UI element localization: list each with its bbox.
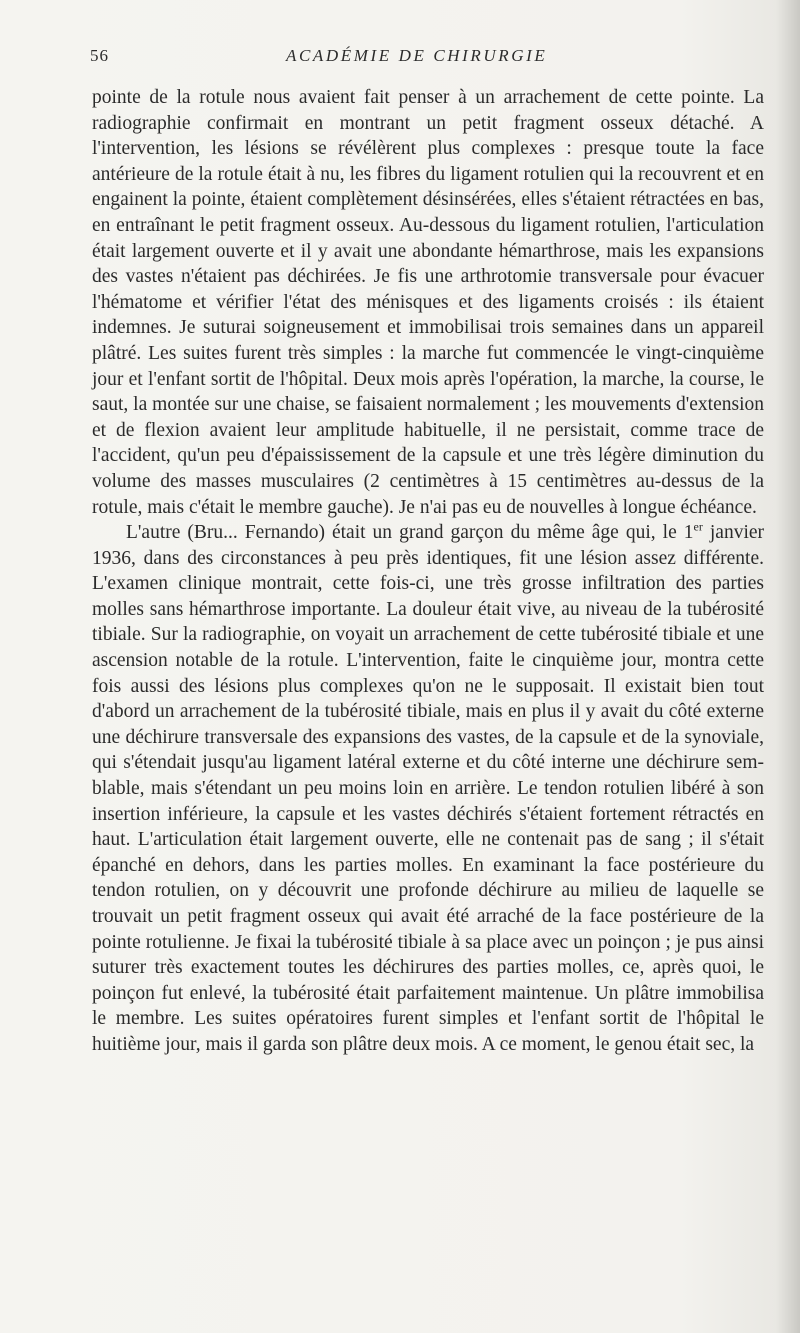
ordinal-superscript: er [693,519,703,534]
journal-title: ACADÉMIE DE CHIRURGIE [286,46,548,65]
body-text [92,85,764,1058]
paragraph-case-bru-fernando: L'autre (Bru... Fernando) était un grand garçon du même âge qui, le 1er janvier 1936, dans des circonstances à peu près identiques, fit une lésion assez différente. L'examen clinique montrait, cette fois-ci, une très grosse infiltration des parties molles sans hémarthrose importante. La douleur était vive, au niveau de la tubérosité tibiale. Sur la radiographie, on voyait un arrachement de cette tubérosité tibiale et une ascension notable de la rotule. L'intervention, faite le cinquième jour, montra cette fois aussi des lésions plus complexes qu'on ne le supposait. Il existait bien tout d'abord un arrachement de la tubérosité tibiale, mais en plus il y avait du côté externe une déchirure transversale des expansions des vastes, de la capsule et de la synoviale, qui s'étendait jusqu'au ligament latéral externe et du côté interne une déchirure semblable, mais s'étendant un peu moins loin en arrière. Le tendon rotulien libéré à son insertion inférieure, la capsule et les vastes déchirés s'étaient fortement rétractés en haut. L'articulation était largement ouverte, elle ne contenait pas de sang ; il s'était épanché en dehors, dans les parties molles. En examinant la face postérieure du tendon rotulien, on y découvrit une profonde déchirure au milieu de laquelle se trouvait un petit fragment osseux qui avait été arraché de la face postérieure de la pointe rotulienne. Je fixai la tubérosité tibiale à sa place avec un poinçon ; je pus ainsi suturer très exactement toutes les déchirures des parties molles, ce, après quoi, le poinçon fut enlevé, la tubérosité était parfaitement maintenue. Un plâtre immobilisa le membre. Les suites opératoires furent simples et l'enfant sortit de l'hôpital le huitième jour, mais il garda son plâtre deux mois. A ce moment, le genou était sec, la [92,519,765,1055]
paragraph-continuation: pointe de la rotule nous avaient fait penser à un arrachement de cette pointe. La radiographie confirmait en montrant un petit fragment osseux détaché. A l'intervention, les lésions se révélèrent plus complexes : presque toute la face antérieure de la rotule était à nu, les fibres du ligament rotulien qui la recouvrent et en engainent la pointe, étaient complètement désinsérées, elles s'étaient rétractées en bas, en entraînant le petit fragment osseux. Au-dessous du ligament rotulien, l'articulation était largement ouverte et il y avait une abondante hémarthrose, mais les expansions des vastes n'étaient pas déchirées. Je fis une arthrotomie transversale pour évacuer l'hématome et vérifier l'état des ménisques et des ligaments croisés : ils étaient indemnes. Je suturai soigneusement et immobilisai trois semaines dans un appareil plâtré. Les suites furent très simples : la marche fut commencée le vingt-cinquième jour et l'enfant sortit de l'hôpital. Deux mois après l'opération, la marche, la course, le saut, la montée sur une chaise, se faisaient normalement ; les mouvements d'extension et de flexion avaient leur amplitude habituelle, il ne persistait, comme trace de l'accident, qu'un peu d'épaississement de la capsule et une très légère diminution du volume des masses musculaires (2 centimètres à 15 centimètres au-dessus de la rotule, mais c'était le membre gauche). Je n'ai pas eu de nouvelles à longue échéance. [92,87,764,518]
page-number: 56 [90,46,109,65]
running-head [90,46,770,70]
